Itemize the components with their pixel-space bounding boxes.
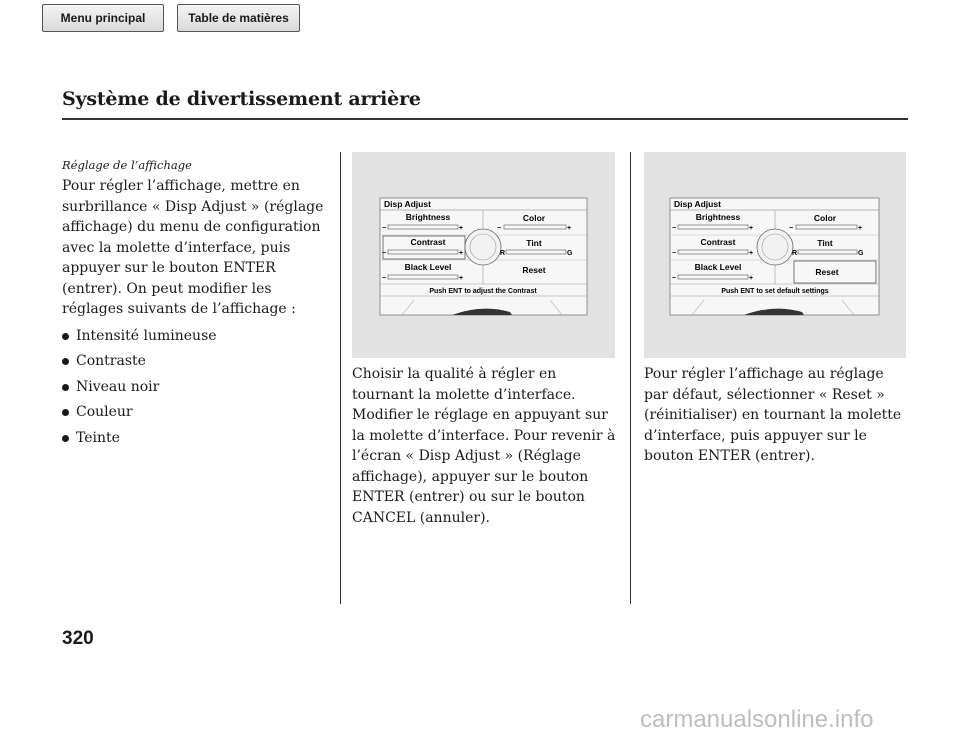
- page-number: 320: [62, 628, 94, 649]
- color-label: Color: [813, 213, 837, 223]
- black-level-label: Black Level: [694, 262, 742, 272]
- svg-text:+: +: [749, 250, 754, 257]
- svg-text:+: +: [459, 250, 464, 257]
- display-screenshot-contrast: [352, 152, 615, 358]
- svg-text:−: −: [672, 250, 677, 257]
- list-item: Niveau noir: [62, 377, 334, 403]
- svg-text:+: +: [567, 225, 572, 232]
- right-column-text: [644, 364, 910, 467]
- contrast-label: Contrast: [410, 237, 446, 247]
- svg-text:−: −: [672, 275, 677, 282]
- list-item: Intensité lumineuse: [62, 326, 334, 352]
- left-column: [62, 158, 334, 453]
- brightness-label: Brightness: [695, 212, 741, 222]
- tint-label: Tint: [817, 238, 833, 248]
- main-menu-button[interactable]: Menu principal: [42, 4, 164, 32]
- display-screenshot-reset: [644, 152, 906, 358]
- section-heading: Réglage de l’affichage: [62, 158, 192, 172]
- reset-paragraph: Pour régler l’affichage au réglage par défaut, sélectionner « Reset » (réinitialiser) en tournant la molette d’interface, puis appuyer sur le bouton ENTER (entrer).: [644, 366, 902, 464]
- table-of-contents-button[interactable]: Table de matières: [177, 4, 300, 32]
- svg-text:+: +: [749, 225, 754, 232]
- page-title: Système de divertissement arrière: [62, 88, 421, 110]
- disp-adjust-reset-screen-illustration: [644, 152, 906, 358]
- black-level-label: Black Level: [404, 262, 452, 272]
- color-label: Color: [522, 213, 546, 223]
- watermark: carmanualsonline.info: [640, 706, 874, 733]
- svg-text:−: −: [382, 225, 387, 232]
- screen-header: Disp Adjust: [384, 199, 431, 209]
- svg-text:R: R: [500, 250, 506, 257]
- reset-label: Reset: [815, 267, 839, 277]
- contrast-label: Contrast: [700, 237, 736, 247]
- svg-text:G: G: [567, 250, 573, 257]
- svg-text:+: +: [749, 275, 754, 282]
- svg-text:−: −: [382, 275, 387, 282]
- tint-label: Tint: [526, 238, 542, 248]
- svg-text:+: +: [459, 275, 464, 282]
- screen-footer-hint: Push ENT to adjust the Contrast: [429, 288, 537, 295]
- svg-text:G: G: [858, 250, 864, 257]
- reset-label: Reset: [522, 265, 546, 275]
- settings-list: [62, 326, 334, 454]
- disp-adjust-screen-illustration: [352, 152, 615, 358]
- svg-text:+: +: [858, 225, 863, 232]
- middle-column-text: [352, 364, 620, 528]
- list-item: Contraste: [62, 351, 334, 377]
- svg-text:−: −: [789, 225, 794, 232]
- screen-footer-hint: Push ENT to set default settings: [721, 288, 829, 295]
- column-divider-right: [630, 152, 631, 604]
- instruction-paragraph: Choisir la qualité à régler en tournant la molette d’interface. Modifier le réglage en appuyant sur la molette d’interface. Pour revenir à l’écran « Disp Adjust » (Réglage affichage), appuyer sur le bouton ENTER (entrer) ou sur le bouton CANCEL (annuler).: [352, 366, 616, 526]
- list-item: Teinte: [62, 428, 334, 454]
- screen-header: Disp Adjust: [674, 199, 721, 209]
- svg-text:−: −: [672, 225, 677, 232]
- svg-text:−: −: [382, 250, 387, 257]
- svg-text:R: R: [792, 250, 798, 257]
- brightness-label: Brightness: [405, 212, 451, 222]
- title-rule: [62, 118, 908, 120]
- svg-text:−: −: [497, 225, 502, 232]
- list-item: Couleur: [62, 402, 334, 428]
- intro-paragraph: Pour régler l’affichage, mettre en surbrillance « Disp Adjust » (réglage affichage) du menu de configuration avec la molette d’interface, puis appuyer sur le bouton ENTER (entrer). On peut modifier les réglages suivants de l’affichage :: [62, 178, 324, 317]
- svg-text:+: +: [459, 225, 464, 232]
- column-divider-left: [340, 152, 341, 604]
